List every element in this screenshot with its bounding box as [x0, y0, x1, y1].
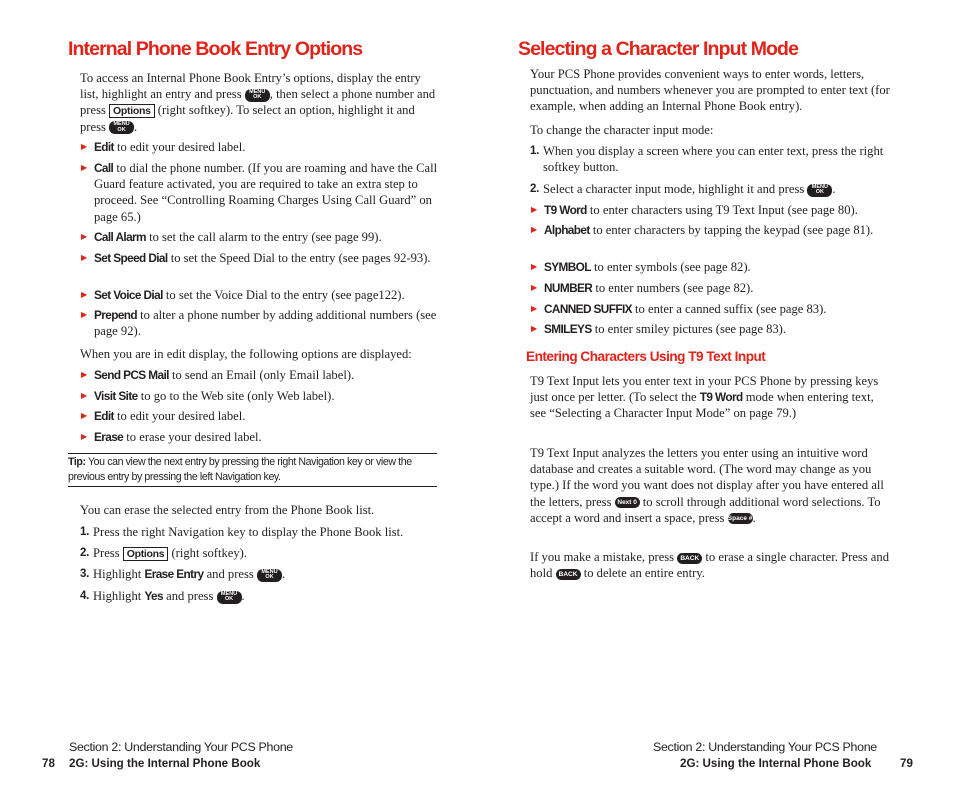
bullet-arrow-icon: ▶	[531, 304, 538, 313]
left-footer-page-number: 78	[42, 757, 55, 770]
erase-step-1: 1. Press the right Navigation key to display the Phone Book list.	[80, 525, 404, 539]
bullet-arrow-icon: ▶	[531, 205, 538, 214]
bullet-arrow-icon: ▶	[81, 310, 88, 319]
edit-option-send-pcs-mail: ▶ Send PCS Mail to send an Email (only Email label).	[81, 368, 355, 382]
bullet-arrow-icon: ▶	[531, 262, 538, 271]
bullet-arrow-icon: ▶	[81, 290, 88, 299]
mode-symbol: ▶ SYMBOL to enter symbols (see page 82).	[531, 260, 751, 274]
change-mode-intro: To change the character input mode:	[530, 123, 714, 137]
bullet-arrow-icon: ▶	[81, 163, 88, 172]
bullet-arrow-icon: ▶	[81, 142, 88, 151]
erase-step-3: 3. Highlight Erase Entry and press MENU OK .	[80, 567, 286, 581]
bullet-arrow-icon: ▶	[81, 432, 88, 441]
space-key-icon: Space #	[727, 515, 753, 523]
option-set-voice-dial: ▶ Set Voice Dial to set the Voice Dial to the entry (see page122).	[81, 288, 405, 302]
right-page-title: Selecting a Character Input Mode	[518, 38, 799, 60]
menu-ok-key-icon: MENU OK	[245, 89, 270, 102]
edit-option-erase: ▶ Erase to erase your desired label.	[81, 430, 262, 444]
right-footer-chapter: 2G: Using the Internal Phone Book	[680, 757, 872, 770]
t9-paragraph-3: If you make a mistake, press BACK to erase a single character. Press and hold BACK to delete an entire entry.	[530, 550, 889, 581]
left-footer-section: Section 2: Understanding Your PCS Phone	[69, 740, 293, 754]
bullet-arrow-icon: ▶	[531, 283, 538, 292]
right-footer-section: Section 2: Understanding Your PCS Phone	[653, 740, 877, 754]
menu-ok-key-icon: MENU OK	[109, 121, 134, 134]
mode-smileys: ▶ SMILEYS to enter smiley pictures (see page 83).	[531, 322, 787, 336]
option-call: ▶ Call to dial the phone number. (If you are roaming and have the Call Guard feature activated, you are required to take an extra step to proceed. See “Controlling Roaming Charges Using Call Guard” on page 65.)	[81, 161, 438, 224]
option-set-speed-dial: ▶ Set Speed Dial to set the Speed Dial to the entry (see pages 92-93).	[81, 251, 431, 265]
mode-t9-word: ▶ T9 Word to enter characters using T9 Text Input (see page 80).	[531, 203, 858, 217]
erase-step-4: 4. Highlight Yes and press MENU OK .	[80, 589, 245, 603]
next-key-icon: Next 0	[615, 497, 640, 508]
options-softkey: Options	[109, 104, 155, 118]
t9-paragraph-1: T9 Text Input lets you enter text in your PCS Phone by pressing keys just once per letter. (To select the T9 Word mode when entering text, see “Selecting a Character Input Mode” on page 79.)	[530, 374, 879, 421]
bullet-arrow-icon: ▶	[81, 232, 88, 241]
option-prepend: ▶ Prepend to alter a phone number by adding additional numbers (see page 92).	[81, 308, 437, 339]
t9-subtitle: Entering Characters Using T9 Text Input	[526, 349, 766, 364]
right-footer-page-number: 79	[900, 757, 913, 770]
bullet-arrow-icon: ▶	[81, 411, 88, 420]
tip-box	[68, 453, 437, 487]
bullet-arrow-icon: ▶	[81, 253, 88, 262]
mode-number: ▶ NUMBER to enter numbers (see page 82).	[531, 281, 754, 295]
erase-intro: You can erase the selected entry from the Phone Book list.	[80, 503, 375, 517]
left-footer-chapter: 2G: Using the Internal Phone Book	[69, 757, 261, 770]
left-intro-paragraph: To access an Internal Phone Book Entry’s options, display the entry list, highlight an entry and press MENU OK , then select a phone number and press Options (right softkey). To select an option, highlight it and press MENU OK .	[80, 71, 436, 134]
mode-step-1: 1. When you display a screen where you can enter text, press the right softkey button.	[530, 144, 884, 175]
option-edit: ▶ Edit to edit your desired label.	[81, 140, 246, 154]
bullet-arrow-icon: ▶	[531, 225, 538, 234]
mode-step-2: 2. Select a character input mode, highlight it and press MENU OK .	[530, 182, 836, 196]
options-softkey: Options	[123, 547, 169, 561]
tip-text: You can view the next entry by pressing the right Navigation key or view the previous entry by pressing the left Navigation key.	[68, 456, 412, 483]
erase-step-2: 2. Press Options (right softkey).	[80, 546, 248, 560]
mode-canned-suffix: ▶ CANNED SUFFIX to enter a canned suffix (see page 83).	[531, 302, 827, 316]
menu-ok-key-icon: MENU OK	[257, 569, 282, 582]
mode-alphabet: ▶ Alphabet to enter characters by tapping the keypad (see page 81).	[531, 223, 874, 237]
left-page-title: Internal Phone Book Entry Options	[68, 38, 363, 60]
back-key-icon: BACK	[677, 553, 702, 564]
option-call-alarm: ▶ Call Alarm to set the call alarm to the entry (see page 99).	[81, 230, 382, 244]
bullet-arrow-icon: ▶	[81, 391, 88, 400]
bullet-arrow-icon: ▶	[81, 370, 88, 379]
menu-ok-key-icon: MENU OK	[807, 184, 832, 197]
back-key-icon: BACK	[556, 569, 581, 580]
edit-option-visit-site: ▶ Visit Site to go to the Web site (only Web label).	[81, 389, 335, 403]
menu-ok-key-icon: MENU OK	[217, 591, 242, 604]
t9-paragraph-2: T9 Text Input analyzes the letters you enter using an intuitive word database and creates a suitable word. (The word may change as you type.) If the word you want does not display after you have entered all the letters, press Next 0 to scroll through additional word selections. To accept a word and insert a space, press Space #.	[530, 446, 884, 525]
edit-option-edit: ▶ Edit to edit your desired label.	[81, 409, 246, 423]
tip-label: Tip:	[68, 456, 86, 468]
right-intro-paragraph: Your PCS Phone provides convenient ways to enter words, letters, punctuation, and numbers whenever you are prompted to enter text (for example, when adding an Internal Phone Book entry).	[530, 67, 890, 114]
edit-display-intro: When you are in edit display, the following options are displayed:	[80, 347, 412, 361]
bullet-arrow-icon: ▶	[531, 324, 538, 333]
